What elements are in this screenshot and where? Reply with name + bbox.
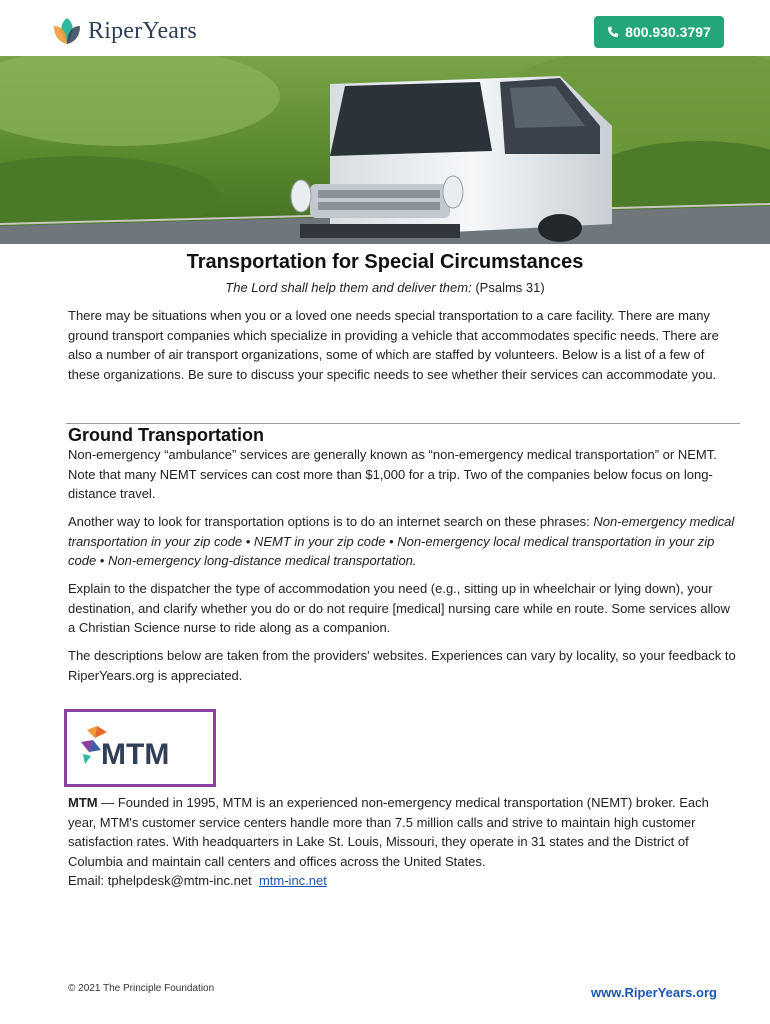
phone-icon <box>607 26 619 38</box>
mtm-name: MTM <box>68 795 98 810</box>
mtm-description <box>68 793 738 891</box>
mtm-website-link[interactable]: mtm-inc.net <box>258 873 327 888</box>
call-phone-button[interactable] <box>594 16 724 48</box>
search-lead-text: Another way to look for transportation options is to do an internet search on these phrases: <box>68 514 594 529</box>
dispatcher-paragraph: Explain to the dispatcher the type of accommodation you need (e.g., sitting up in wheelchair or lying down), your destination, and clarify whether you do or do not require [medical] nursing care while en route. Some services allow a Christian Science nurse to ride along as a companion. <box>68 581 730 635</box>
mtm-details: — Founded in 1995, MTM is an experienced non-emergency medical transportation (NEMT) broker. Each year, MTM's customer service centers handle more than 7.5 million calls and strive to maintain high customer satisfaction rates. With headquarters in Lake St. Louis, Missouri, they operate in 31 states and the District of Columbia and maintain call centers and offices across the United States. <box>68 795 709 869</box>
feedback-paragraph: The descriptions below are taken from the providers' websites. Experiences can vary by locality, so your feedback to RiperYears.org is appreciated. <box>68 648 736 683</box>
mtm-logo <box>64 709 216 787</box>
footer-site-link[interactable]: www.RiperYears.org <box>591 985 717 1000</box>
scripture-subtitle <box>0 280 770 295</box>
search-phrases-paragraph <box>68 512 738 571</box>
section-divider <box>66 423 740 424</box>
brand-name: RiperYears <box>88 17 197 44</box>
scripture-quote: The Lord shall help them and deliver them: <box>225 280 472 295</box>
mtm-logo-text: MTM <box>101 738 170 771</box>
phone-number: 800.930.3797 <box>625 24 711 40</box>
footer-copyright: © 2021 The Principle Foundation <box>68 983 215 994</box>
nemt-paragraph: Non-emergency “ambulance” services are generally known as “non-emergency medical transportation” or NEMT. Note that many NEMT services can cost more than $1,000 for a trip. Two of the companies below focus on long-distance travel. <box>68 447 717 501</box>
intro-paragraph: There may be situations when you or a loved one needs special transportation to a care facility. There are many ground transport companies which specialize in providing a vehicle that accommodates specific needs. There are also a number of air transport organizations, some of which are staffed by volunteers. Below is a list of a few of these organizations. Be sure to discuss your specific needs to see whether their services can accommodate you. <box>68 308 719 382</box>
page-title: Transportation for Special Circumstances <box>186 251 584 273</box>
search-phrases: Non-emergency medical transportation in your zip code • NEMT in your zip code • Non-emergency local medical transportation in your zip code • Non-emergency long-distance medical transportation. <box>68 514 735 568</box>
leaf-logo-icon <box>50 14 84 48</box>
site-header <box>0 0 770 56</box>
hero-image <box>0 56 770 244</box>
mtm-email: Email: tphelpdesk@mtm-inc.net <box>68 873 252 888</box>
brand-logo[interactable] <box>50 14 197 48</box>
section-heading-ground: Ground Transportation <box>68 425 264 445</box>
scripture-reference: (Psalms 31) <box>475 280 545 295</box>
